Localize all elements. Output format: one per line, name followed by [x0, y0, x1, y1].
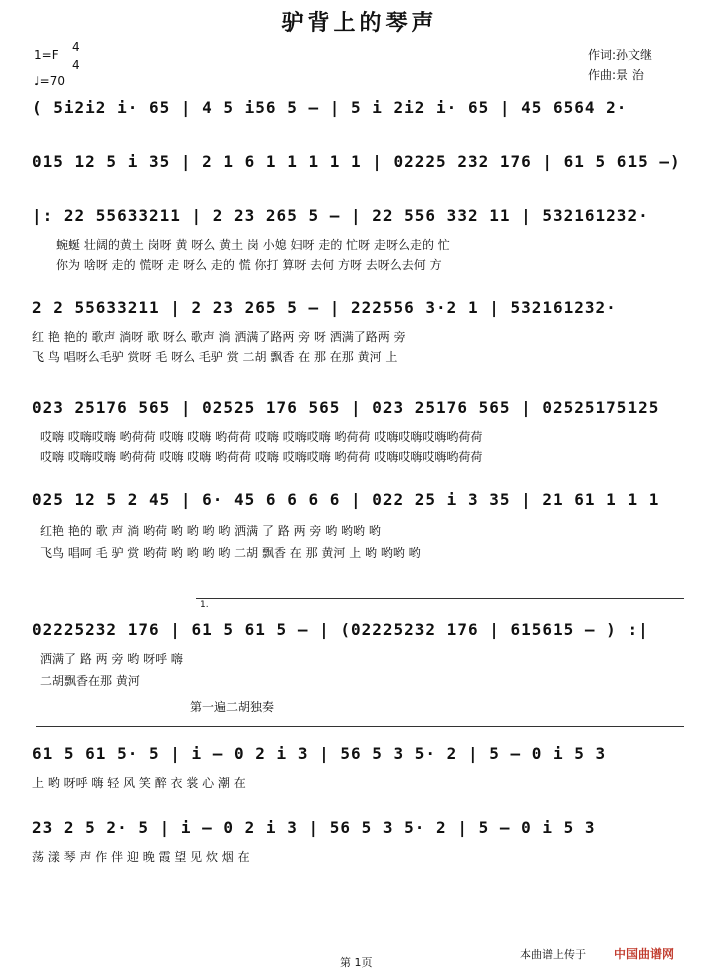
upload-note: 本曲谱上传于 — [520, 948, 586, 961]
notation-line: 015 12 5 i 35 | 2 1 6 1 1 1 1 1 | 02225 232 176 | 61 5 615 –) — [32, 152, 681, 171]
lyric-line: 红艳 艳的 歌 声 淌 哟荷 哟 哟 哟 哟 洒满 了 路 两 旁 哟 哟哟 哟 — [40, 524, 381, 538]
lyric-line: 蜿蜒 壮阔的黄土 岗呀 黄 呀么 黄土 岗 小媳 妇呀 走的 忙呀 走呀么走的 忙 — [56, 238, 450, 252]
notation-line: 02225232 176 | 61 5 61 5 – | (02225232 176 | 615615 – ) :| — [32, 620, 649, 639]
lyric-line: 荡 漾 琴 声 作 伴 迎 晚 霞 望 见 炊 烟 在 — [32, 850, 250, 864]
notation-line: ( 5i2i2 i· 65 | 4 5 i56 5 – | 5 i 2i2 i· 65 | 45 6564 2· — [32, 98, 628, 117]
lyric-line: 飞 鸟 唱呀么毛驴 赏呀 毛 呀么 毛驴 赏 二胡 飘香 在 那 在那 黄河 上 — [32, 350, 398, 364]
volta-bracket-label: 1. — [200, 600, 209, 610]
tempo-marking: ♩=70 — [34, 74, 65, 88]
lyric-line: 洒满了 路 两 旁 哟 呀呼 嗨 — [40, 652, 183, 666]
page-title: 驴背上的琴声 — [281, 10, 438, 36]
key-signature: 1=F — [34, 48, 59, 62]
lyric-line: 二胡飘香在那 黄河 — [40, 674, 140, 688]
page-number: 第 1页 — [340, 956, 373, 969]
notation-line: 2 2 55633211 | 2 23 265 5 – | 222556 3·2 1 | 532161232· — [32, 298, 617, 317]
notation-line: 61 5 61 5· 5 | i – 0 2 i 3 | 56 5 3 5· 2 | 5 – 0 i 5 3 — [32, 744, 607, 763]
site-logo: 中国曲谱网 — [614, 947, 675, 961]
lyricist-credit: 作词:孙文继 — [588, 48, 653, 62]
lyric-line: 哎嗨 哎嗨哎嗨 哟荷荷 哎嗨 哎嗨 哟荷荷 哎嗨 哎嗨哎嗨 哟荷荷 哎嗨哎嗨哎嗨哟荷荷 — [40, 430, 483, 444]
notation-line: |: 22 55633211 | 2 23 265 5 – | 22 556 332 11 | 532161232· — [32, 206, 649, 225]
lyric-line: 哎嗨 哎嗨哎嗨 哟荷荷 哎嗨 哎嗨 哟荷荷 哎嗨 哎嗨哎嗨 哟荷荷 哎嗨哎嗨哎嗨哟荷荷 — [40, 450, 483, 464]
time-signature-bottom: 4 — [72, 58, 80, 72]
time-signature-top: 4 — [72, 40, 80, 54]
lyric-line: 上 哟 呀呼 嗨 轻 风 笑 醉 衣 裳 心 潮 在 — [32, 776, 246, 790]
lyric-line: 你为 啥呀 走的 慌呀 走 呀么 走的 慌 你打 算呀 去何 方呀 去呀么去何 方 — [56, 258, 442, 272]
system-bracket — [36, 726, 684, 727]
lyric-line: 飞鸟 唱呵 毛 驴 赏 哟荷 哟 哟 哟 哟 二胡 飘香 在 那 黄河 上 哟 哟哟 哟 — [40, 546, 421, 560]
notation-line: 023 25176 565 | 02525 176 565 | 023 25176 565 | 02525175125 — [32, 398, 660, 417]
volta-bracket — [196, 598, 684, 599]
lyric-line: 红 艳 艳的 歌声 淌呀 歌 呀么 歌声 淌 洒满了路两 旁 呀 洒满了路两 旁 — [32, 330, 406, 344]
composer-credit: 作曲:景 治 — [588, 68, 644, 82]
notation-line: 23 2 5 2· 5 | i – 0 2 i 3 | 56 5 3 5· 2 | 5 – 0 i 5 3 — [32, 818, 596, 837]
section-caption: 第一遍二胡独奏 — [190, 700, 275, 714]
notation-line: 025 12 5 2 45 | 6· 45 6 6 6 6 | 022 25 i 3 35 | 21 61 1 1 1 — [32, 490, 660, 509]
